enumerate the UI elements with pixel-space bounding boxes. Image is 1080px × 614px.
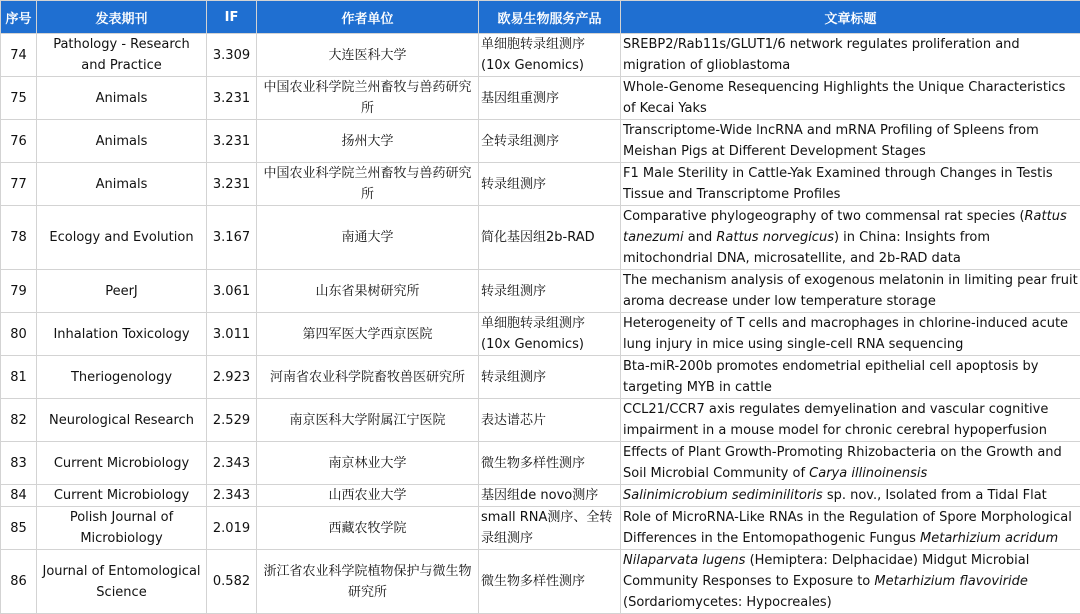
article-title-cell	[621, 313, 1080, 356]
journal-cell: Polish Journal of Microbiology	[37, 507, 207, 550]
table-row	[1, 313, 1080, 356]
impact-factor-cell: 2.019	[207, 507, 257, 550]
title-segment: CCL21/CCR7 axis regulates demyelination and vascular cognitive impairment in a mouse model for chronic cerebral hypoperfusion	[623, 402, 1048, 438]
row-index: 86	[1, 550, 37, 614]
row-index: 84	[1, 485, 37, 507]
service-product-cell: 简化基因组2b-RAD	[479, 206, 621, 270]
title-italic-segment: Nilaparvata lugens	[623, 553, 745, 568]
article-title-cell	[621, 163, 1080, 206]
row-index: 77	[1, 163, 37, 206]
impact-factor-cell: 2.529	[207, 399, 257, 442]
row-index: 79	[1, 270, 37, 313]
journal-cell: Current Microbiology	[37, 485, 207, 507]
title-italic-segment: Carya illinoinensis	[809, 466, 927, 481]
table-row	[1, 163, 1080, 206]
impact-factor-cell: 3.167	[207, 206, 257, 270]
service-product-cell: 转录组测序	[479, 163, 621, 206]
header-index: 序号	[1, 1, 37, 34]
title-segment: F1 Male Sterility in Cattle-Yak Examined through Changes in Testis Tissue and Transcriptome Profiles	[623, 166, 1053, 202]
affiliation-cell: 扬州大学	[257, 120, 479, 163]
service-product-cell: 单细胞转录组测序 (10x Genomics)	[479, 313, 621, 356]
table-row	[1, 485, 1080, 507]
header-article-title: 文章标题	[621, 1, 1080, 34]
affiliation-cell: 浙江省农业科学院植物保护与微生物研究所	[257, 550, 479, 614]
article-title-cell	[621, 442, 1080, 485]
article-title-cell	[621, 206, 1080, 270]
impact-factor-cell: 3.231	[207, 77, 257, 120]
table-row	[1, 270, 1080, 313]
title-segment: and	[684, 230, 717, 245]
title-segment: Whole-Genome Resequencing Highlights the Unique Characteristics of Kecai Yaks	[623, 80, 1065, 116]
table-row	[1, 120, 1080, 163]
affiliation-cell: 河南省农业科学院畜牧兽医研究所	[257, 356, 479, 399]
title-italic-segment: Metarhizium acridum	[920, 531, 1058, 546]
article-title-cell	[621, 485, 1080, 507]
title-segment: Comparative phylogeography of two commensal rat species (	[623, 209, 1025, 224]
journal-cell: Inhalation Toxicology	[37, 313, 207, 356]
impact-factor-cell: 3.061	[207, 270, 257, 313]
table-row	[1, 206, 1080, 270]
row-index: 80	[1, 313, 37, 356]
impact-factor-cell: 3.011	[207, 313, 257, 356]
row-index: 82	[1, 399, 37, 442]
article-title-cell	[621, 77, 1080, 120]
service-product-cell: 转录组测序	[479, 270, 621, 313]
header-affiliation: 作者单位	[257, 1, 479, 34]
table-row	[1, 550, 1080, 614]
journal-cell: Journal of Entomological Science	[37, 550, 207, 614]
impact-factor-cell: 3.309	[207, 34, 257, 77]
row-index: 83	[1, 442, 37, 485]
title-segment: ) in China: Insights from mitochondrial DNA, microsatellite, and 2b-RAD data	[623, 230, 990, 266]
title-italic-segment: Metarhizium flavoviride	[874, 574, 1027, 589]
title-italic-segment: Rattus norvegicus	[716, 230, 834, 245]
table-row	[1, 442, 1080, 485]
affiliation-cell: 西藏农牧学院	[257, 507, 479, 550]
affiliation-cell: 南京医科大学附属江宁医院	[257, 399, 479, 442]
journal-cell: Animals	[37, 120, 207, 163]
table-row	[1, 356, 1080, 399]
article-title-cell	[621, 550, 1080, 614]
row-index: 76	[1, 120, 37, 163]
row-index: 85	[1, 507, 37, 550]
journal-cell: PeerJ	[37, 270, 207, 313]
affiliation-cell: 中国农业科学院兰州畜牧与兽药研究所	[257, 163, 479, 206]
title-italic-segment: Salinimicrobium sediminilitoris	[623, 488, 823, 503]
journal-cell: Animals	[37, 77, 207, 120]
header-service-product: 欧易生物服务产品	[479, 1, 621, 34]
service-product-cell: 单细胞转录组测序 (10x Genomics)	[479, 34, 621, 77]
service-product-cell: small RNA测序、全转录组测序	[479, 507, 621, 550]
affiliation-cell: 中国农业科学院兰州畜牧与兽药研究所	[257, 77, 479, 120]
service-product-cell: 微生物多样性测序	[479, 550, 621, 614]
table-row	[1, 507, 1080, 550]
title-segment: SREBP2/Rab11s/GLUT1/6 network regulates proliferation and migration of glioblastoma	[623, 37, 1020, 73]
journal-cell: Animals	[37, 163, 207, 206]
table-row	[1, 77, 1080, 120]
affiliation-cell: 山东省果树研究所	[257, 270, 479, 313]
title-segment: Effects of Plant Growth-Promoting Rhizobacteria on the Growth and Soil Microbial Community of	[623, 445, 1062, 481]
affiliation-cell: 大连医科大学	[257, 34, 479, 77]
impact-factor-cell: 0.582	[207, 550, 257, 614]
title-segment: Bta-miR-200b promotes endometrial epithelial cell apoptosis by targeting MYB in cattle	[623, 359, 1038, 395]
service-product-cell: 表达谱芯片	[479, 399, 621, 442]
service-product-cell: 全转录组测序	[479, 120, 621, 163]
affiliation-cell: 山西农业大学	[257, 485, 479, 507]
impact-factor-cell: 3.231	[207, 163, 257, 206]
affiliation-cell: 南京林业大学	[257, 442, 479, 485]
service-product-cell: 基因组de novo测序	[479, 485, 621, 507]
affiliation-cell: 南通大学	[257, 206, 479, 270]
article-title-cell	[621, 34, 1080, 77]
title-segment: (Hemiptera: Delphacidae) Midgut Microbial Community Responses to Exposure to	[623, 553, 1029, 589]
row-index: 81	[1, 356, 37, 399]
impact-factor-cell: 2.343	[207, 485, 257, 507]
title-segment: Heterogeneity of T cells and macrophages in chlorine-induced acute lung injury in mice using single-cell RNA sequencing	[623, 316, 1068, 352]
journal-cell: Theriogenology	[37, 356, 207, 399]
table-row	[1, 399, 1080, 442]
service-product-cell: 转录组测序	[479, 356, 621, 399]
article-title-cell	[621, 507, 1080, 550]
header-impact-factor: IF	[207, 1, 257, 34]
impact-factor-cell: 3.231	[207, 120, 257, 163]
title-segment: The mechanism analysis of exogenous melatonin in limiting pear fruit aroma decrease under low temperature storage	[623, 273, 1078, 309]
title-italic-segment: Rattus tanezumi	[623, 209, 1067, 245]
header-journal: 发表期刊	[37, 1, 207, 34]
service-product-cell: 基因组重测序	[479, 77, 621, 120]
header-row	[1, 1, 1080, 34]
journal-cell: Neurological Research	[37, 399, 207, 442]
row-index: 74	[1, 34, 37, 77]
article-title-cell	[621, 356, 1080, 399]
article-title-cell	[621, 399, 1080, 442]
journal-cell: Pathology - Research and Practice	[37, 34, 207, 77]
row-index: 75	[1, 77, 37, 120]
table-row	[1, 34, 1080, 77]
row-index: 78	[1, 206, 37, 270]
article-title-cell	[621, 270, 1080, 313]
journal-cell: Current Microbiology	[37, 442, 207, 485]
impact-factor-cell: 2.923	[207, 356, 257, 399]
service-product-cell: 微生物多样性测序	[479, 442, 621, 485]
title-segment: Role of MicroRNA-Like RNAs in the Regulation of Spore Morphological Differences in the Entomopathogenic Fungus	[623, 510, 1072, 546]
impact-factor-cell: 2.343	[207, 442, 257, 485]
title-segment: Transcriptome-Wide lncRNA and mRNA Profiling of Spleens from Meishan Pigs at Different Development Stages	[623, 123, 1039, 159]
journal-cell: Ecology and Evolution	[37, 206, 207, 270]
title-segment: (Sordariomycetes: Hypocreales)	[623, 595, 832, 610]
affiliation-cell: 第四军医大学西京医院	[257, 313, 479, 356]
article-title-cell	[621, 120, 1080, 163]
title-segment: sp. nov., Isolated from a Tidal Flat	[823, 488, 1047, 503]
